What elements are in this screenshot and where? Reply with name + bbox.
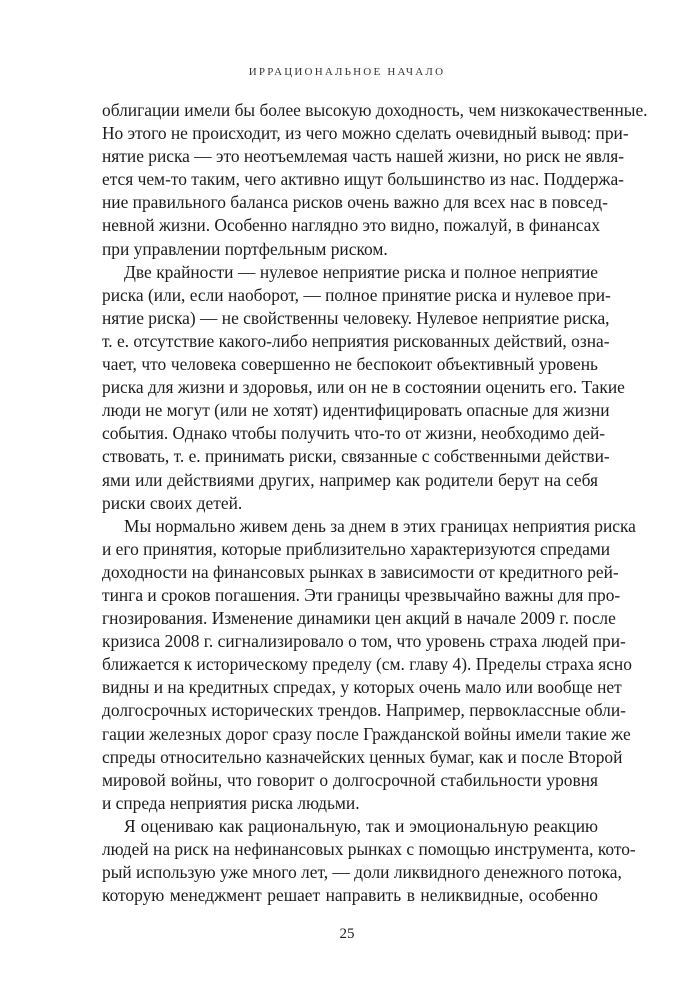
text-line: нятие риска) — не свойственны человеку. Нулевое неприятие риска, — [102, 307, 610, 328]
text-line: ние правильного баланса рисков очень важно для всех нас в повсед- — [102, 192, 608, 213]
text-line: невной жизни. Особенно наглядно это видно, пожалуй, в финансах — [102, 215, 601, 236]
text-line: ется чем-то таким, чего активно ищут большинство из нас. Поддержа- — [102, 169, 624, 190]
text-line: риска (или, если наоборот, — полное принятие риска и нулевое при- — [102, 284, 611, 305]
text-line: рый использую уже много лет, — доли ликвидного денежного потока, — [102, 862, 622, 883]
text-line: мировой войны, что говорит о долгосрочной стабильности уровня — [102, 769, 598, 790]
text-line: ствовать, т. е. принимать риски, связанные с собственными действи- — [102, 446, 610, 467]
text-line: т. е. отсутствие какого-либо неприятия рискованных действий, озна- — [102, 330, 610, 351]
paragraph-2 — [102, 261, 625, 515]
text-line: Но этого не происходит, из чего можно сделать очевидный вывод: при- — [102, 123, 629, 144]
text-line: людей на риск на нефинансовых рынках с помощью инструмента, кото- — [102, 839, 636, 859]
text-line: гнозирования. Изменение динамики цен акций в начале 2009 г. после — [102, 608, 616, 629]
text-line: тинга и сроков погашения. Эти границы чрезвычайно важны для про- — [102, 584, 621, 605]
text-line: люди не могут (или не хотят) идентифицировать опасные для жизни — [102, 400, 610, 421]
text-line: риска для жизни и здоровья, или он не в состоянии оценить его. Такие — [102, 377, 625, 398]
text-line: долгосрочных исторических трендов. Например, первоклассные обли- — [102, 700, 626, 721]
page-number: 25 — [339, 926, 355, 942]
text-line: события. Однако чтобы получить что-то от жизни, необходимо дей- — [102, 423, 606, 444]
text-line: доходности на финансовых рынках в зависимости от кредитного рей- — [102, 561, 619, 582]
text-line: и спреда неприятия риска людьми. — [102, 792, 360, 813]
text-line: риски своих детей. — [102, 492, 243, 513]
text-line: облигации имели бы более высокую доходность, чем низкокачественные. — [102, 100, 648, 120]
text-line: при управлении портфельным риском. — [102, 238, 388, 259]
text-line: которую менеджмент решает направить в неликвидные, особенно — [102, 885, 598, 906]
running-head: ИРРАЦИОНАЛЬНОЕ НАЧАЛО — [248, 66, 446, 78]
text-line: видны и на кредитных спредах, у которых очень мало или вообще нет — [102, 677, 622, 698]
text-line: Две крайности — нулевое неприятие риска и полное неприятие — [124, 261, 598, 282]
text-line: нятие риска — это неотъемлемая часть нашей жизни, но риск не явля- — [102, 146, 625, 167]
body-text — [102, 99, 648, 907]
text-line: кризиса 2008 г. сигнализировало о том, что уровень страха людей при- — [102, 631, 626, 652]
text-line: ями или действиями других, например как родители берут на себя — [102, 469, 598, 490]
paragraph-3 — [102, 515, 636, 815]
paragraph-4 — [102, 815, 636, 907]
text-line: спреды относительно казначейских ценных бумаг, как и после Второй — [102, 746, 623, 767]
text-line: Мы нормально живем день за днем в этих границах неприятия риска — [124, 515, 636, 536]
text-line: Я оцениваю как рациональную, так и эмоциональную реакцию — [124, 815, 598, 836]
text-line: ближается к историческому пределу (см. главу 4). Пределы страха ясно — [102, 654, 632, 675]
paragraph-1 — [102, 99, 648, 261]
text-line: чает, что человека совершенно не беспокоит объективный уровень — [102, 354, 598, 375]
text-line: и его принятия, которые приблизительно характеризуются спредами — [102, 538, 611, 559]
text-line: гации железных дорог сразу после Гражданской войны имели такие же — [102, 723, 631, 744]
